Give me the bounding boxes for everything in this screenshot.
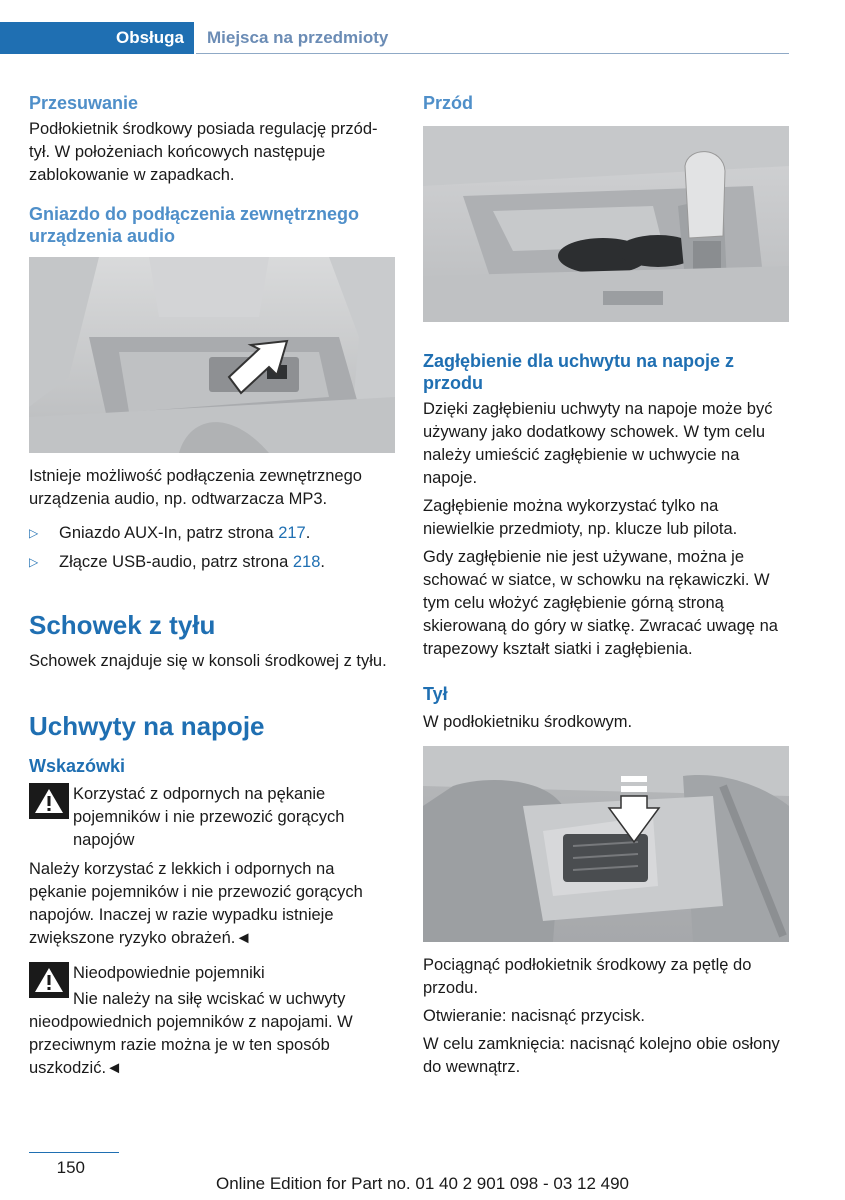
schowek-text: Schowek znajduje się w konsoli środkowej z tyłu.: [29, 652, 387, 670]
page-link[interactable]: 218: [292, 553, 321, 571]
header-rule: [196, 53, 789, 54]
right-column: [423, 92, 789, 1079]
warning-title: Korzystać z odpornych na pękanie pojemników i nie przewozić gorących napojów: [73, 785, 345, 849]
uchwyty-heading: Uchwyty na napoje: [29, 711, 265, 741]
przesuwanie-heading: Przesuwanie: [29, 93, 139, 113]
section-label: Obsługa: [115, 28, 184, 47]
list-item: ▷ Gniazdo AUX-In, patrz strona 217.: [29, 522, 395, 545]
list-item: ▷ Złącze USB-audio, patrz strona 218.: [29, 551, 395, 574]
link-list: [29, 522, 395, 574]
page-number: 150: [56, 1158, 85, 1177]
left-column: [29, 92, 395, 1080]
cupholder-front-photo: [423, 126, 789, 322]
warning-text: Należy korzystać z lekkich i odpornych na pękanie pojemników i nie przewozić gorących napojów. Inaczej w razie wypadku istnieje zwiększone ryzyko obrażeń.◄: [29, 860, 363, 947]
triangle-bullet-icon: ▷: [29, 555, 39, 569]
section-tab: [0, 22, 194, 54]
przesuwanie-text: Podłokietnik środkowy posiada regulację przód-tył. W położeniach końcowych następuje zablokowanie w zapadkach.: [29, 120, 378, 184]
audio-socket-photo: [29, 257, 395, 453]
zaglebienie-text-1: Dzięki zagłębieniu uchwyty na napoje może być używany jako dodatkowy schowek. W tym celu należy umieścić zagłębienie w uchwycie na napoje.: [423, 400, 773, 487]
przod-heading: Przód: [423, 93, 474, 113]
zaglebienie-heading: Zagłębienie dla uchwytu na napoje z przodu: [423, 351, 735, 393]
tyl-heading: Tył: [423, 684, 448, 704]
chapter-title: Miejsca na przedmioty: [207, 28, 389, 47]
warning-text: Nie należy na siłę wciskać w uchwyty nieodpowiednich pojemników z napojami. W przeciwnym razie można je w ten sposób uszkodzić.◄: [29, 990, 353, 1077]
tyl-text-1: Pociągnąć podłokietnik środkowy za pętlę do przodu.: [423, 956, 752, 997]
triangle-bullet-icon: ▷: [29, 526, 39, 540]
tyl-text-3: W celu zamknięcia: nacisnąć kolejno obie osłony do wewnątrz.: [423, 1035, 780, 1076]
zaglebienie-text-2: Zagłębienie można wykorzystać tylko na niewielkie przedmioty, np. klucze lub pilota.: [423, 497, 738, 538]
cupholder-rear-photo: [423, 746, 789, 942]
tyl-text-2: Otwieranie: nacisnąć przycisk.: [423, 1007, 645, 1025]
warning-icon: [29, 783, 69, 819]
schowek-heading: Schowek z tyłu: [29, 610, 216, 640]
zaglebienie-text-3: Gdy zagłębienie nie jest używane, można je schować w siatce, w schowku na rękawiczki. W tym celu włożyć zagłębienie górną stroną skierowaną do góry w siatkę. Zwracać uwagę na trapezowy kształt siatki i zagłębienia.: [423, 548, 778, 658]
gniazdo-heading: Gniazdo do podłączenia zewnętrznego urządzenia audio: [29, 204, 360, 246]
warning-icon: [29, 962, 69, 998]
edition-note: Online Edition for Part no. 01 40 2 901 098 - 03 12 490: [215, 1174, 629, 1193]
tyl-text: W podłokietniku środkowym.: [423, 713, 633, 731]
warning-title: Nieodpowiednie pojemniki: [73, 964, 265, 982]
warning-block: [29, 783, 395, 852]
wskazowki-heading: Wskazówki: [29, 756, 126, 776]
page-link[interactable]: 217: [278, 524, 306, 542]
gniazdo-text: Istnieje możliwość podłączenia zewnętrznego urządzenia audio, np. odtwarzacza MP3.: [29, 467, 362, 508]
footer-rule: [29, 1152, 119, 1153]
